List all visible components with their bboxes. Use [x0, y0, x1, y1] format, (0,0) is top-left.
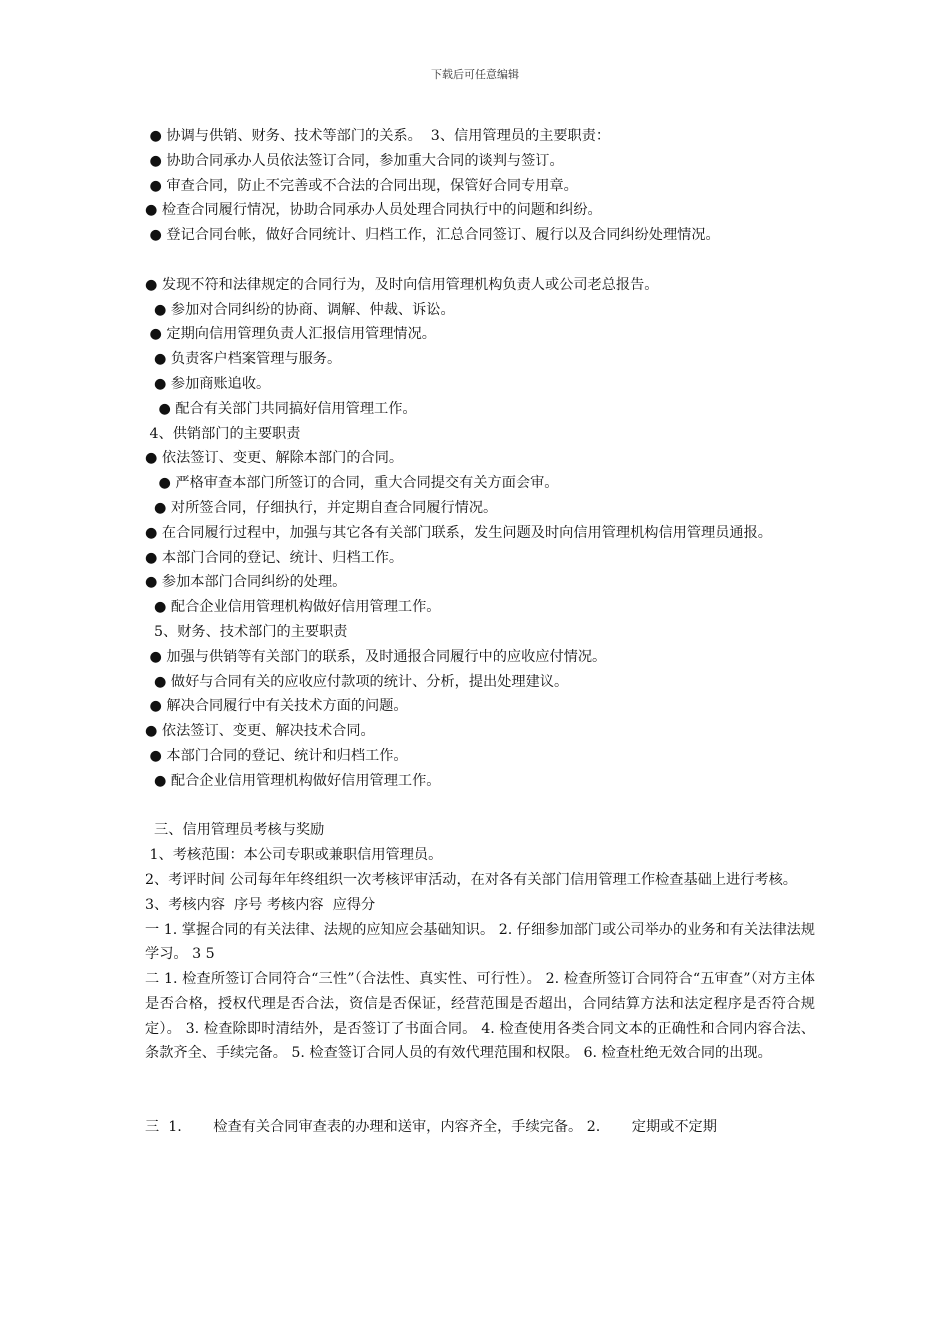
paragraph-line: ● 加强与供销等有关部门的联系，及时通报合同履行中的应收应付情况。	[145, 648, 607, 665]
paragraph-line: ● 做好与合同有关的应收应付款项的统计、分析，提出处理建议。	[145, 673, 569, 690]
paragraph-line: ● 严格审查本部门所签订的合同，重大合同提交有关方面会审。	[145, 475, 559, 492]
paragraph-line: ● 审查合同，防止不完善或不合法的合同出现，保管好合同专用章。	[145, 177, 578, 194]
paragraph-line: ● 配合企业信用管理机构做好信用管理工作。	[145, 599, 441, 616]
paragraph-line: ● 检查合同履行情况，协助合同承办人员处理合同执行中的问题和纠纷。	[145, 202, 602, 219]
blank-line	[145, 248, 815, 273]
paragraph-line: ● 参加对合同纠纷的协商、调解、仲裁、诉讼。	[145, 301, 455, 318]
section-heading: 5、财务、技术部门的主要职责	[145, 623, 348, 640]
paragraph-line: ● 本部门合同的登记、统计和归档工作。	[145, 747, 408, 764]
paragraph-line: ● 参加商账追收。	[145, 375, 271, 392]
paragraph-wrapped: 一 1. 掌握合同的有关法律、法规的应知应会基础知识。 2. 仔细参加部门或公司举办的业务和有关法律法规学习。 3 5	[145, 921, 815, 963]
blank-line	[145, 794, 815, 819]
paragraph-line: 三 1. 检查有关合同审查表的办理和送审，内容齐全，手续完备。 2. 定期或不定期	[145, 1119, 717, 1136]
paragraph-line: ● 配合有关部门共同搞好信用管理工作。	[145, 400, 417, 417]
paragraph-line: ● 负责客户档案管理与服务。	[145, 351, 342, 368]
paragraph-line: ● 依法签订、变更、解除本部门的合同。	[145, 450, 404, 467]
paragraph-line: ● 定期向信用管理负责人汇报信用管理情况。	[145, 326, 436, 343]
paragraph-line: ● 发现不符和法律规定的合同行为，及时向信用管理机构负责人或公司老总报告。	[145, 276, 659, 293]
blank-line	[145, 1066, 815, 1115]
paragraph-line: ● 登记合同台帐，做好合同统计、归档工作，汇总合同签订、履行以及合同纠纷处理情况。	[145, 227, 720, 244]
paragraph-line: ● 参加本部门合同纠纷的处理。	[145, 574, 347, 591]
paragraph-line: ● 协助合同承办人员依法签订合同，参加重大合同的谈判与签订。	[145, 152, 564, 169]
chapter-heading: 三、信用管理员考核与奖励	[145, 822, 325, 839]
paragraph-line: ● 解决合同履行中有关技术方面的问题。	[145, 698, 408, 715]
paragraph-wrapped: 2、考评时间 公司每年年终组织一次考核评审活动，在对各有关部门信用管理工作检查基础上进行考核。	[145, 871, 797, 888]
paragraph-line: 1、考核范围：本公司专职或兼职信用管理员。	[145, 847, 443, 864]
paragraph-wrapped: ● 在合同履行过程中，加强与其它各有关部门联系，发生问题及时向信用管理机构信用管理员通报。	[145, 524, 772, 541]
page-header: 下载后可任意编辑	[431, 68, 519, 81]
paragraph-line: ● 本部门合同的登记、统计、归档工作。	[145, 549, 404, 566]
paragraph-line: ● 对所签合同，仔细执行，并定期自查合同履行情况。	[145, 499, 498, 516]
paragraph-line: ● 配合企业信用管理机构做好信用管理工作。	[145, 772, 441, 789]
document-body	[145, 124, 815, 1140]
paragraph-wrapped: 二 1. 检查所签订合同符合“三性”（合法性、真实性、可行性）。 2. 检查所签订合同符合“五审查”（对方主体是否合格，授权代理是否合法，资信是否保证，经营范围是否超出，合同结算方法和法定程序是否符合规定）。 3. 检查除即时清结外，是否签订了书面合同。 4. 检查使用各类合同文本的正确性和合同内容合法、条款齐全、手续完备。 5. 检查签订合同人员的有效代理范围和权限。 6. 检查杜绝无效合同的出现。	[145, 971, 815, 1062]
paragraph-line: ● 依法签订、变更、解决技术合同。	[145, 723, 375, 740]
paragraph-line: 3、考核内容 序号 考核内容 应得分	[145, 896, 376, 913]
paragraph-line: ● 协调与供销、财务、技术等部门的关系。 3、信用管理员的主要职责：	[145, 128, 611, 144]
section-heading: 4、供销部门的主要职责	[145, 425, 301, 442]
